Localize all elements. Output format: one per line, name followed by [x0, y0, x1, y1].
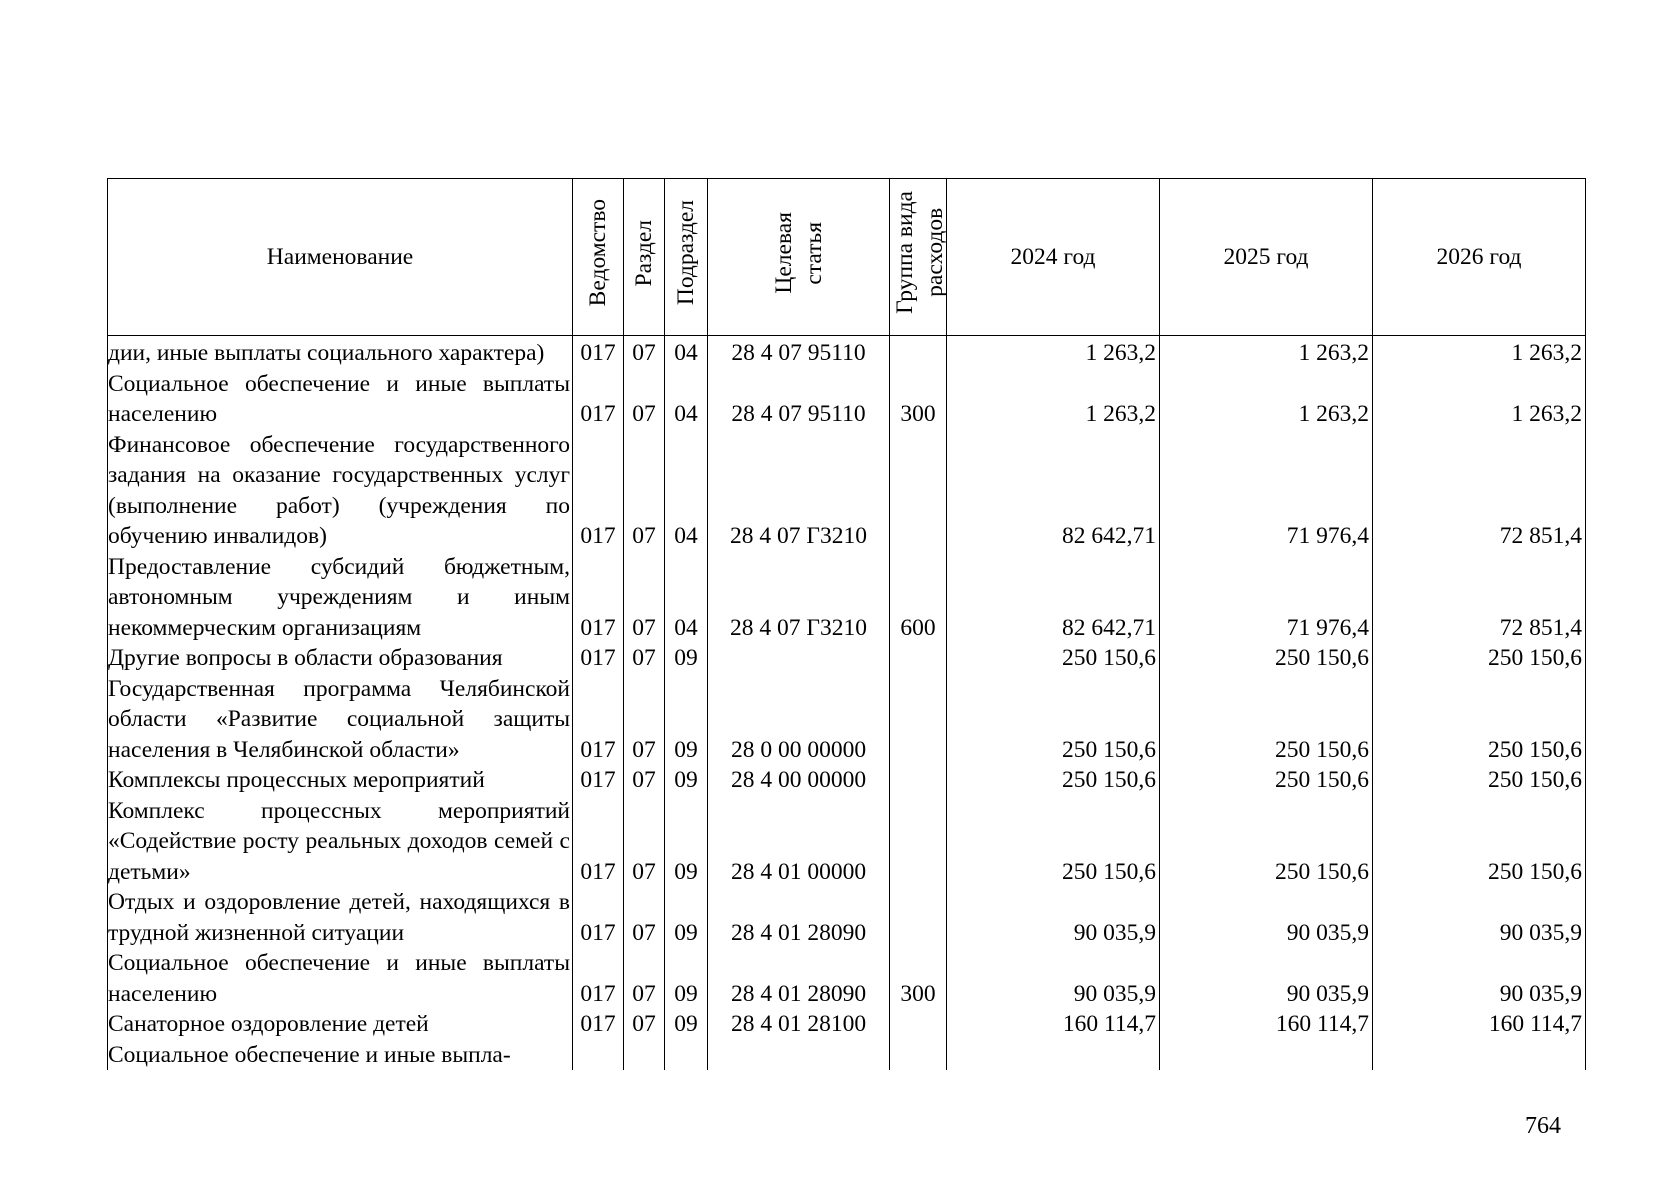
row-podrazdel: 09 [665, 887, 708, 948]
row-amount-2026: 90 035,9 [1373, 948, 1586, 1009]
row-gruppa-vida-rashodov: 300 [890, 369, 947, 430]
row-celevaya-statya: 28 4 00 00000 [708, 765, 890, 796]
row-gruppa-vida-rashodov [890, 796, 947, 888]
table-row [108, 796, 1586, 888]
row-podrazdel: 04 [665, 552, 708, 644]
row-celevaya-statya: 28 4 07 Г3210 [708, 552, 890, 644]
row-amount-2026: 250 150,6 [1373, 765, 1586, 796]
row-amount-2024: 90 035,9 [947, 887, 1160, 948]
row-amount-2025: 90 035,9 [1160, 887, 1373, 948]
row-name: Государственная программа Челябинской области «Развитие социальной защиты населения в Челябинской области» [108, 674, 573, 766]
header-2024: 2024 год [947, 179, 1160, 336]
row-gruppa-vida-rashodov [890, 1009, 947, 1040]
row-podrazdel: 09 [665, 1009, 708, 1040]
row-name: Другие вопросы в области образования [108, 643, 573, 674]
row-amount-2025: 160 114,7 [1160, 1009, 1373, 1040]
row-name: Комплексы процессных мероприятий [108, 765, 573, 796]
row-gruppa-vida-rashodov [890, 674, 947, 766]
row-name: дии, иные выплаты социального характера) [108, 336, 573, 369]
row-podrazdel: 09 [665, 796, 708, 888]
row-vedomstvo: 017 [573, 430, 624, 552]
row-amount-2026: 250 150,6 [1373, 674, 1586, 766]
table-header [108, 179, 1586, 336]
row-amount-2024: 82 642,71 [947, 552, 1160, 644]
row-gruppa-vida-rashodov [890, 430, 947, 552]
row-podrazdel: 09 [665, 765, 708, 796]
row-celevaya-statya: 28 4 07 95110 [708, 369, 890, 430]
row-razdel: 07 [624, 369, 665, 430]
header-gruppa-vida-rashodov: Группа вида расходов [890, 179, 947, 336]
row-razdel: 07 [624, 948, 665, 1009]
table-row [108, 430, 1586, 552]
row-podrazdel: 09 [665, 948, 708, 1009]
row-celevaya-statya: 28 0 00 00000 [708, 674, 890, 766]
row-podrazdel: 04 [665, 369, 708, 430]
row-amount-2024: 160 114,7 [947, 1009, 1160, 1040]
row-razdel: 07 [624, 887, 665, 948]
row-razdel: 07 [624, 430, 665, 552]
header-2026: 2026 год [1373, 179, 1586, 336]
row-vedomstvo: 017 [573, 674, 624, 766]
row-name: Санаторное оздоровление детей [108, 1009, 573, 1040]
table-row [108, 674, 1586, 766]
row-name: Социальное обеспечение и иные выплаты населению [108, 369, 573, 430]
row-amount-2024: 250 150,6 [947, 674, 1160, 766]
row-amount-2025: 250 150,6 [1160, 643, 1373, 674]
row-celevaya-statya: 28 4 01 28090 [708, 948, 890, 1009]
row-vedomstvo: 017 [573, 643, 624, 674]
row-vedomstvo [573, 1040, 624, 1071]
row-podrazdel: 04 [665, 430, 708, 552]
row-vedomstvo: 017 [573, 552, 624, 644]
row-vedomstvo: 017 [573, 765, 624, 796]
budget-table [107, 178, 1586, 1070]
row-amount-2024 [947, 1040, 1160, 1071]
row-razdel: 07 [624, 643, 665, 674]
row-podrazdel [665, 1040, 708, 1071]
row-amount-2026: 250 150,6 [1373, 643, 1586, 674]
table-row [108, 948, 1586, 1009]
table-body [108, 336, 1586, 1071]
table-row [108, 369, 1586, 430]
row-amount-2024: 90 035,9 [947, 948, 1160, 1009]
row-podrazdel: 09 [665, 643, 708, 674]
row-amount-2025: 250 150,6 [1160, 674, 1373, 766]
row-amount-2024: 1 263,2 [947, 369, 1160, 430]
table-row [108, 336, 1586, 369]
row-gruppa-vida-rashodov [890, 887, 947, 948]
row-vedomstvo: 017 [573, 1009, 624, 1040]
row-razdel: 07 [624, 765, 665, 796]
row-celevaya-statya [708, 643, 890, 674]
row-amount-2025: 1 263,2 [1160, 336, 1373, 369]
row-amount-2025: 71 976,4 [1160, 430, 1373, 552]
row-celevaya-statya: 28 4 01 28100 [708, 1009, 890, 1040]
row-gruppa-vida-rashodov [890, 336, 947, 369]
table-row [108, 765, 1586, 796]
page-number: 764 [1525, 1113, 1561, 1139]
row-celevaya-statya [708, 1040, 890, 1071]
row-amount-2025: 90 035,9 [1160, 948, 1373, 1009]
row-razdel: 07 [624, 552, 665, 644]
row-razdel: 07 [624, 336, 665, 369]
row-name: Финансовое обеспечение государственного задания на оказание государственных услуг (выполнение работ) (учреждения по обучению инвалидов) [108, 430, 573, 552]
row-razdel: 07 [624, 1009, 665, 1040]
row-amount-2026: 72 851,4 [1373, 430, 1586, 552]
row-amount-2026 [1373, 1040, 1586, 1071]
row-amount-2026: 250 150,6 [1373, 796, 1586, 888]
row-vedomstvo: 017 [573, 336, 624, 369]
row-celevaya-statya: 28 4 01 28090 [708, 887, 890, 948]
row-razdel: 07 [624, 796, 665, 888]
row-amount-2024: 1 263,2 [947, 336, 1160, 369]
row-podrazdel: 09 [665, 674, 708, 766]
row-amount-2024: 250 150,6 [947, 765, 1160, 796]
row-amount-2025: 250 150,6 [1160, 765, 1373, 796]
row-amount-2026: 1 263,2 [1373, 369, 1586, 430]
row-vedomstvo: 017 [573, 369, 624, 430]
header-podrazdel: Подраздел [665, 179, 708, 336]
row-gruppa-vida-rashodov: 300 [890, 948, 947, 1009]
row-amount-2026: 160 114,7 [1373, 1009, 1586, 1040]
row-name: Социальное обеспечение и иные выплаты населению [108, 948, 573, 1009]
row-celevaya-statya: 28 4 07 95110 [708, 336, 890, 369]
table-row [108, 1009, 1586, 1040]
row-gruppa-vida-rashodov [890, 1040, 947, 1071]
row-razdel: 07 [624, 674, 665, 766]
row-amount-2024: 250 150,6 [947, 643, 1160, 674]
row-name: Предоставление субсидий бюджетным, автономным учреждениям и иным некоммерческим организациям [108, 552, 573, 644]
row-gruppa-vida-rashodov [890, 765, 947, 796]
header-2025: 2025 год [1160, 179, 1373, 336]
row-vedomstvo: 017 [573, 796, 624, 888]
row-gruppa-vida-rashodov: 600 [890, 552, 947, 644]
row-celevaya-statya: 28 4 01 00000 [708, 796, 890, 888]
header-vedomstvo: Ведомство [573, 179, 624, 336]
table-row [108, 552, 1586, 644]
row-name: Комплекс процессных мероприятий «Содействие росту реальных доходов семей с детьми» [108, 796, 573, 888]
row-name: Социальное обеспечение и иные выпла- [108, 1040, 573, 1071]
header-name: Наименование [108, 179, 573, 336]
row-amount-2026: 1 263,2 [1373, 336, 1586, 369]
row-amount-2025: 250 150,6 [1160, 796, 1373, 888]
row-amount-2026: 90 035,9 [1373, 887, 1586, 948]
row-podrazdel: 04 [665, 336, 708, 369]
row-name: Отдых и оздоровление детей, находящихся в трудной жизненной ситуации [108, 887, 573, 948]
table-row [108, 887, 1586, 948]
table-row [108, 643, 1586, 674]
row-gruppa-vida-rashodov [890, 643, 947, 674]
row-amount-2024: 250 150,6 [947, 796, 1160, 888]
row-amount-2025 [1160, 1040, 1373, 1071]
row-vedomstvo: 017 [573, 887, 624, 948]
row-vedomstvo: 017 [573, 948, 624, 1009]
row-amount-2025: 71 976,4 [1160, 552, 1373, 644]
header-celevaya-statya: Целевая статья [708, 179, 890, 336]
row-amount-2025: 1 263,2 [1160, 369, 1373, 430]
row-razdel [624, 1040, 665, 1071]
row-amount-2024: 82 642,71 [947, 430, 1160, 552]
row-celevaya-statya: 28 4 07 Г3210 [708, 430, 890, 552]
row-amount-2026: 72 851,4 [1373, 552, 1586, 644]
table-row [108, 1040, 1586, 1071]
header-razdel: Раздел [624, 179, 665, 336]
